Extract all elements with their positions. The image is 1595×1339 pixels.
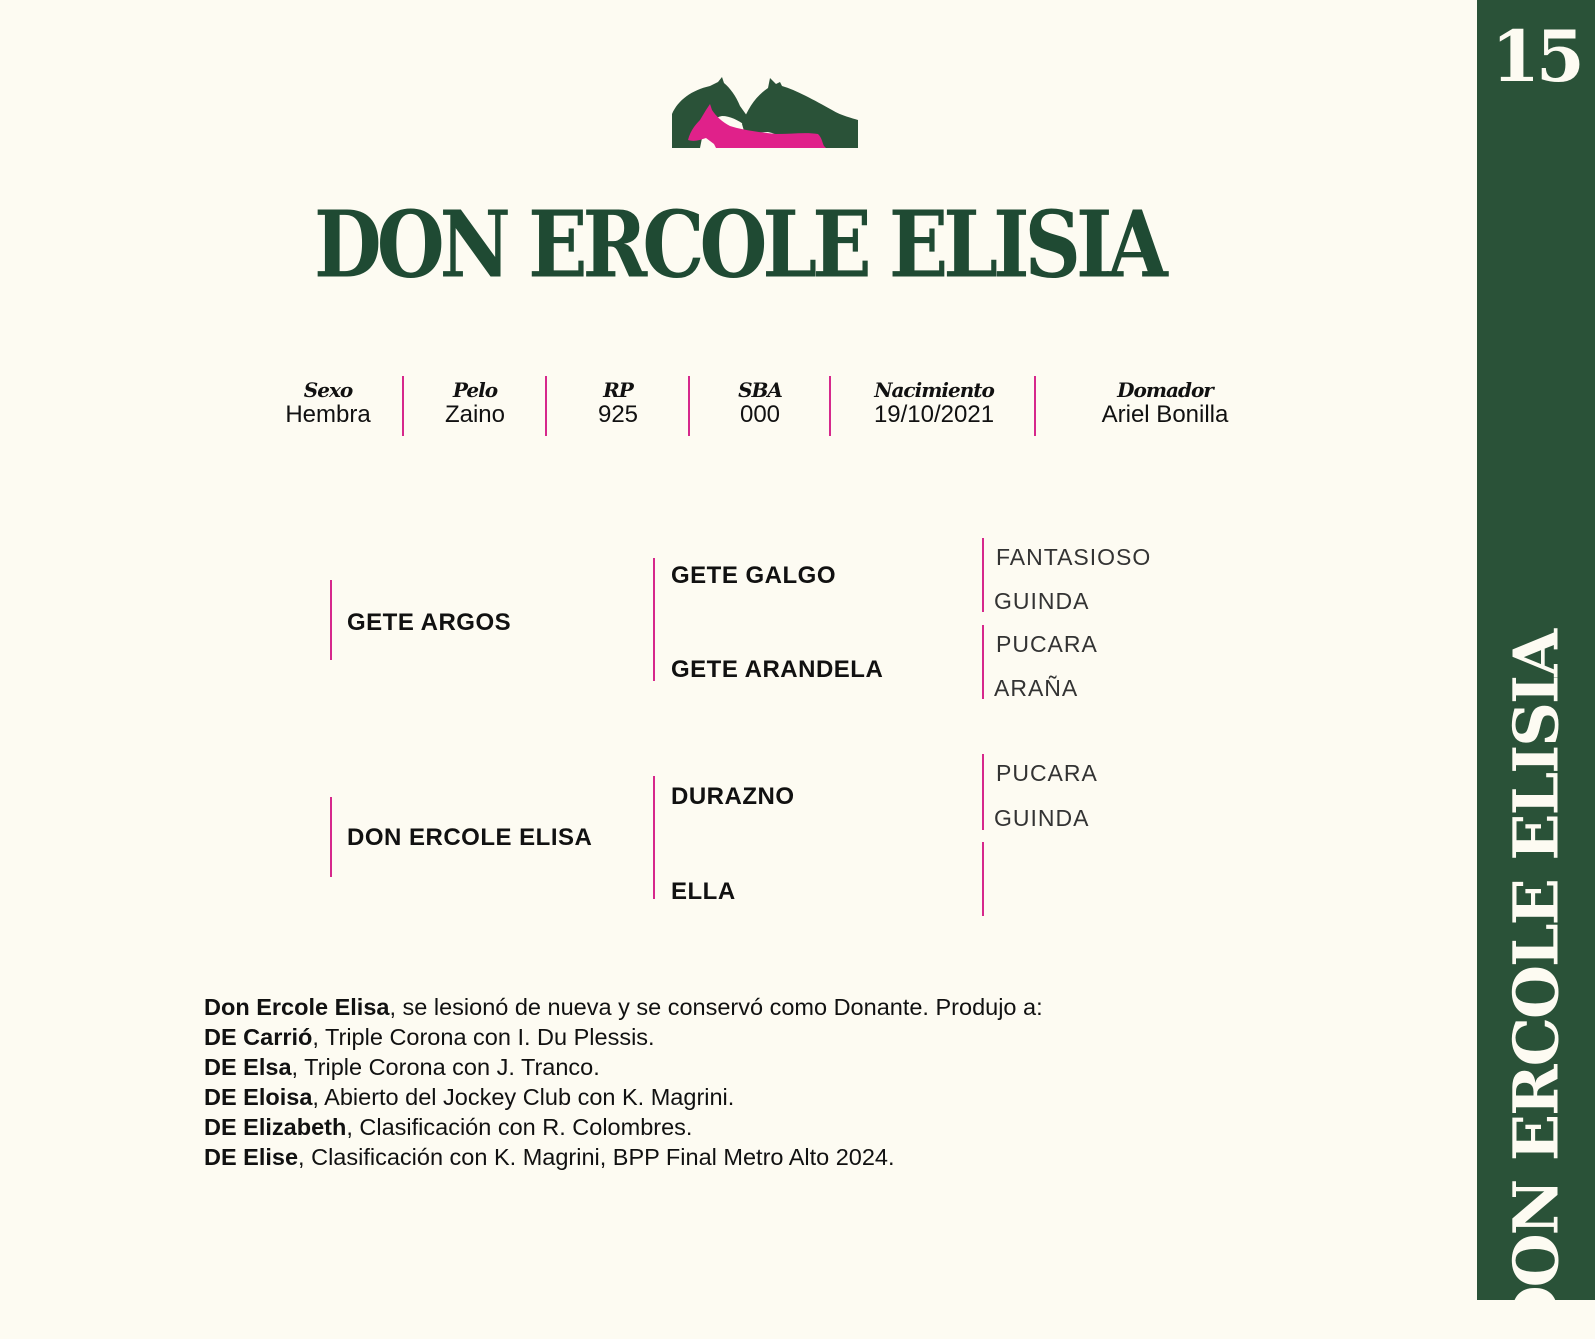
description-text: , se lesionó de nueva y se conservó como Donante. Produjo a: (389, 994, 1043, 1020)
page-number: 15 (1491, 15, 1581, 98)
description (204, 992, 1204, 1172)
info-label: Nacimiento (874, 378, 994, 402)
info-divider (1034, 376, 1036, 436)
description-text: , Triple Corona con J. Tranco. (291, 1054, 600, 1080)
info-value: 000 (739, 401, 781, 428)
pedigree-line (330, 580, 332, 660)
info-sba (712, 378, 808, 428)
pedigree-line (982, 842, 984, 916)
description-bold: DE Elise (204, 1144, 299, 1170)
pedigree-dam-sire: DURAZNO (671, 783, 795, 810)
description-line (204, 992, 1204, 1022)
info-label: Domador (1117, 378, 1213, 402)
info-value: 925 (597, 401, 639, 428)
description-bold: DE Elsa (204, 1054, 292, 1080)
info-value: Zaino (444, 401, 506, 428)
description-text: , Clasificación con K. Magrini, BPP Final Metro Alto 2024. (298, 1144, 895, 1170)
info-divider (688, 376, 690, 436)
page-title: DON ERCOLE ELISIA (314, 191, 1163, 300)
side-title: DON ERCOLE ELISIA (1499, 630, 1573, 1339)
info-divider (829, 376, 831, 436)
description-bold: DE Eloisa (204, 1084, 313, 1110)
description-text: , Abierto del Jockey Club con K. Magrini. (312, 1084, 735, 1110)
description-line (204, 1112, 1204, 1142)
pedigree-ggp: PUCARA (996, 760, 1098, 786)
description-line (204, 1142, 1204, 1172)
info-domador (1080, 378, 1250, 428)
description-line (204, 1082, 1204, 1112)
pedigree-ggp: ARAÑA (994, 675, 1079, 701)
info-label: SBA (738, 378, 782, 402)
info-nacimiento (856, 378, 1012, 428)
pedigree-line (982, 625, 984, 699)
pedigree-ggp: GUINDA (994, 805, 1090, 831)
description-line (204, 1052, 1204, 1082)
pedigree-line (982, 754, 984, 830)
info-divider (545, 376, 547, 436)
description-line (204, 1022, 1204, 1052)
sidebar (1477, 0, 1595, 1339)
pedigree-sire-dam: GETE ARANDELA (671, 656, 884, 683)
description-bold: Don Ercole Elisa (204, 994, 390, 1020)
pedigree-ggp: GUINDA (994, 588, 1090, 614)
pedigree-sire-sire: GETE GALGO (671, 562, 837, 589)
info-pelo (420, 378, 530, 428)
info-divider (402, 376, 404, 436)
pedigree-line (982, 538, 984, 612)
pedigree-ggp: PUCARA (996, 631, 1098, 657)
description-bold: DE Carrió (204, 1024, 313, 1050)
info-value: Hembra (285, 401, 371, 428)
info-sexo (276, 378, 380, 428)
horses-logo-icon (672, 74, 858, 148)
info-value: Ariel Bonilla (1101, 401, 1229, 428)
pedigree-line (653, 776, 655, 899)
pedigree-sire: GETE ARGOS (347, 609, 512, 636)
pedigree-dam: DON ERCOLE ELISA (347, 824, 593, 851)
info-rp (570, 378, 666, 428)
description-text: , Triple Corona con I. Du Plessis. (312, 1024, 655, 1050)
pedigree-ggp: FANTASIOSO (996, 544, 1152, 570)
pedigree-dam-dam: ELLA (671, 878, 736, 905)
description-bold: DE Elizabeth (204, 1114, 347, 1140)
pedigree-line (330, 797, 332, 877)
info-value: 19/10/2021 (873, 401, 995, 428)
info-label: RP (603, 378, 633, 402)
description-text: , Clasificación con R. Colombres. (346, 1114, 693, 1140)
pedigree-line (653, 558, 655, 681)
info-label: Pelo (452, 378, 498, 402)
info-label: Sexo (303, 378, 353, 402)
